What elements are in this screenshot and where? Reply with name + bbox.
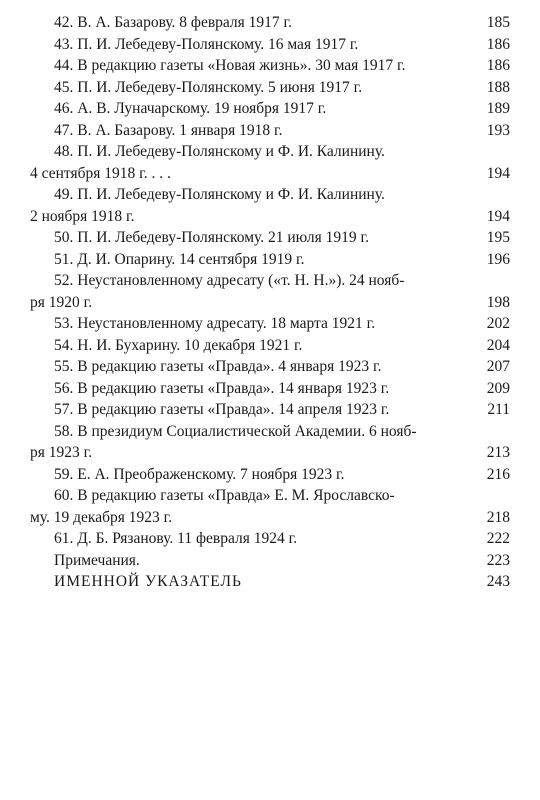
toc-entry-page-number: 202: [486, 315, 510, 332]
toc-entry-title-line: 4 сентября 1918 г. . . .: [30, 164, 171, 182]
toc-entry-title-line: 51. Д. И. Опарину. 14 сентября 1919 г.: [54, 250, 305, 268]
toc-entry: [30, 356, 510, 378]
toc-entry-page-number: 207: [486, 358, 510, 375]
toc-entry-page-number: 194: [486, 207, 510, 225]
toc-entry: [30, 571, 510, 593]
toc-entry: [30, 34, 510, 56]
toc-entry-page-number: 186: [486, 35, 510, 53]
toc-entry: [30, 120, 510, 142]
toc-entry: [30, 313, 510, 335]
toc-entry: [30, 141, 510, 184]
toc-entry: [30, 77, 510, 99]
toc-entry: [30, 399, 510, 421]
toc-entry-title-line: ря 1923 г.: [30, 444, 93, 461]
toc-entry-title-line: 50. П. И. Лебедеву-Полянскому. 21 июля 1919 г.: [54, 229, 369, 246]
toc-entry: [30, 550, 510, 572]
toc-entry-page-number: 243: [486, 573, 510, 590]
toc-entry-title-line: 45. П. И. Лебедеву-Полянскому. 5 июня 1917 г.: [54, 78, 363, 96]
toc-entry-title-line: 53. Неустановленному адресату. 18 марта 1921 г.: [54, 315, 376, 332]
toc-entry-title-line: 44. В редакцию газеты «Новая жизнь». 30 мая 1917 г.: [54, 57, 406, 74]
toc-entry: [30, 55, 510, 77]
toc-entry-page-number: 193: [486, 121, 510, 139]
toc-entry-title-line: 57. В редакцию газеты «Правда». 14 апреля 1923 г.: [54, 401, 390, 418]
toc-entry-page-number: 204: [486, 336, 510, 354]
toc-entry: [30, 528, 510, 550]
toc-entry-title-line: му. 19 декабря 1923 г.: [30, 508, 173, 526]
toc-entry-page-number: 209: [486, 379, 510, 397]
toc-entry-title-line: 46. А. В. Луначарскому. 19 ноября 1917 г.: [54, 100, 327, 117]
toc-entry: [30, 270, 510, 313]
toc-entry: [30, 335, 510, 357]
toc-entry-page-number: 186: [486, 57, 510, 74]
toc-entry-page-number: 194: [486, 164, 510, 182]
toc-entry-title-line: 60. В редакцию газеты «Правда» Е. М. Ярославско-: [54, 487, 395, 504]
toc-entry-title-line: Примечания.: [54, 551, 140, 569]
toc-entry-page-number: 223: [486, 551, 510, 569]
toc-entry: [30, 378, 510, 400]
toc-entry-title-line: 61. Д. Б. Рязанову. 11 февраля 1924 г.: [54, 530, 298, 547]
toc-entry: [30, 98, 510, 120]
toc-entry-title-line: 49. П. И. Лебедеву-Полянскому и Ф. И. Калинину.: [54, 186, 385, 203]
toc-entry-page-number: 188: [486, 78, 510, 96]
toc-entry-title-line: ря 1920 г.: [30, 293, 93, 311]
toc-entry-page-number: 222: [486, 530, 510, 547]
toc-entry-title-line: 52. Неустановленному адресату («т. Н. Н.»). 24 нояб-: [54, 272, 405, 289]
toc-entry-title-line: 54. Н. И. Бухарину. 10 декабря 1921 г.: [54, 336, 303, 354]
toc-entry-title-line: 2 ноября 1918 г.: [30, 207, 135, 225]
table-of-contents: [30, 12, 510, 593]
toc-entry: [30, 464, 510, 486]
toc-entry-page-number: 213: [486, 444, 510, 461]
toc-entry-page-number: 216: [486, 465, 510, 483]
toc-entry-title-line: ИМЕННОЙ УКАЗАТЕЛЬ: [54, 573, 242, 590]
toc-entry-page-number: 195: [486, 229, 510, 246]
toc-entry-title-line: 42. В. А. Базарову. 8 февраля 1917 г.: [54, 14, 293, 31]
toc-entry: [30, 249, 510, 271]
toc-entry-title-line: 43. П. И. Лебедеву-Полянскому. 16 мая 1917 г.: [54, 35, 359, 53]
toc-entry: [30, 421, 510, 464]
toc-entry-title-line: 58. В президиум Социалистической Академии. 6 нояб-: [54, 422, 417, 440]
toc-entry: [30, 227, 510, 249]
toc-entry: [30, 12, 510, 34]
toc-entry-page-number: 196: [486, 250, 510, 268]
toc-entry-page-number: 211: [487, 401, 510, 418]
toc-entry-title-line: 59. Е. А. Преображенскому. 7 ноября 1923 г.: [54, 465, 345, 483]
toc-entry-page-number: 218: [486, 508, 510, 526]
toc-entry-page-number: 198: [486, 293, 510, 311]
toc-entry-title-line: 56. В редакцию газеты «Правда». 14 января 1923 г.: [54, 379, 390, 397]
toc-entry-title-line: 48. П. И. Лебедеву-Полянскому и Ф. И. Калинину.: [54, 143, 385, 160]
toc-entry-title-line: 55. В редакцию газеты «Правда». 4 января 1923 г.: [54, 358, 382, 375]
toc-entry-page-number: 185: [486, 14, 510, 31]
toc-entry-title-line: 47. В. А. Базарову. 1 января 1918 г.: [54, 121, 283, 139]
toc-entry: [30, 485, 510, 528]
toc-entry-page-number: 189: [486, 100, 510, 117]
toc-entry: [30, 184, 510, 227]
